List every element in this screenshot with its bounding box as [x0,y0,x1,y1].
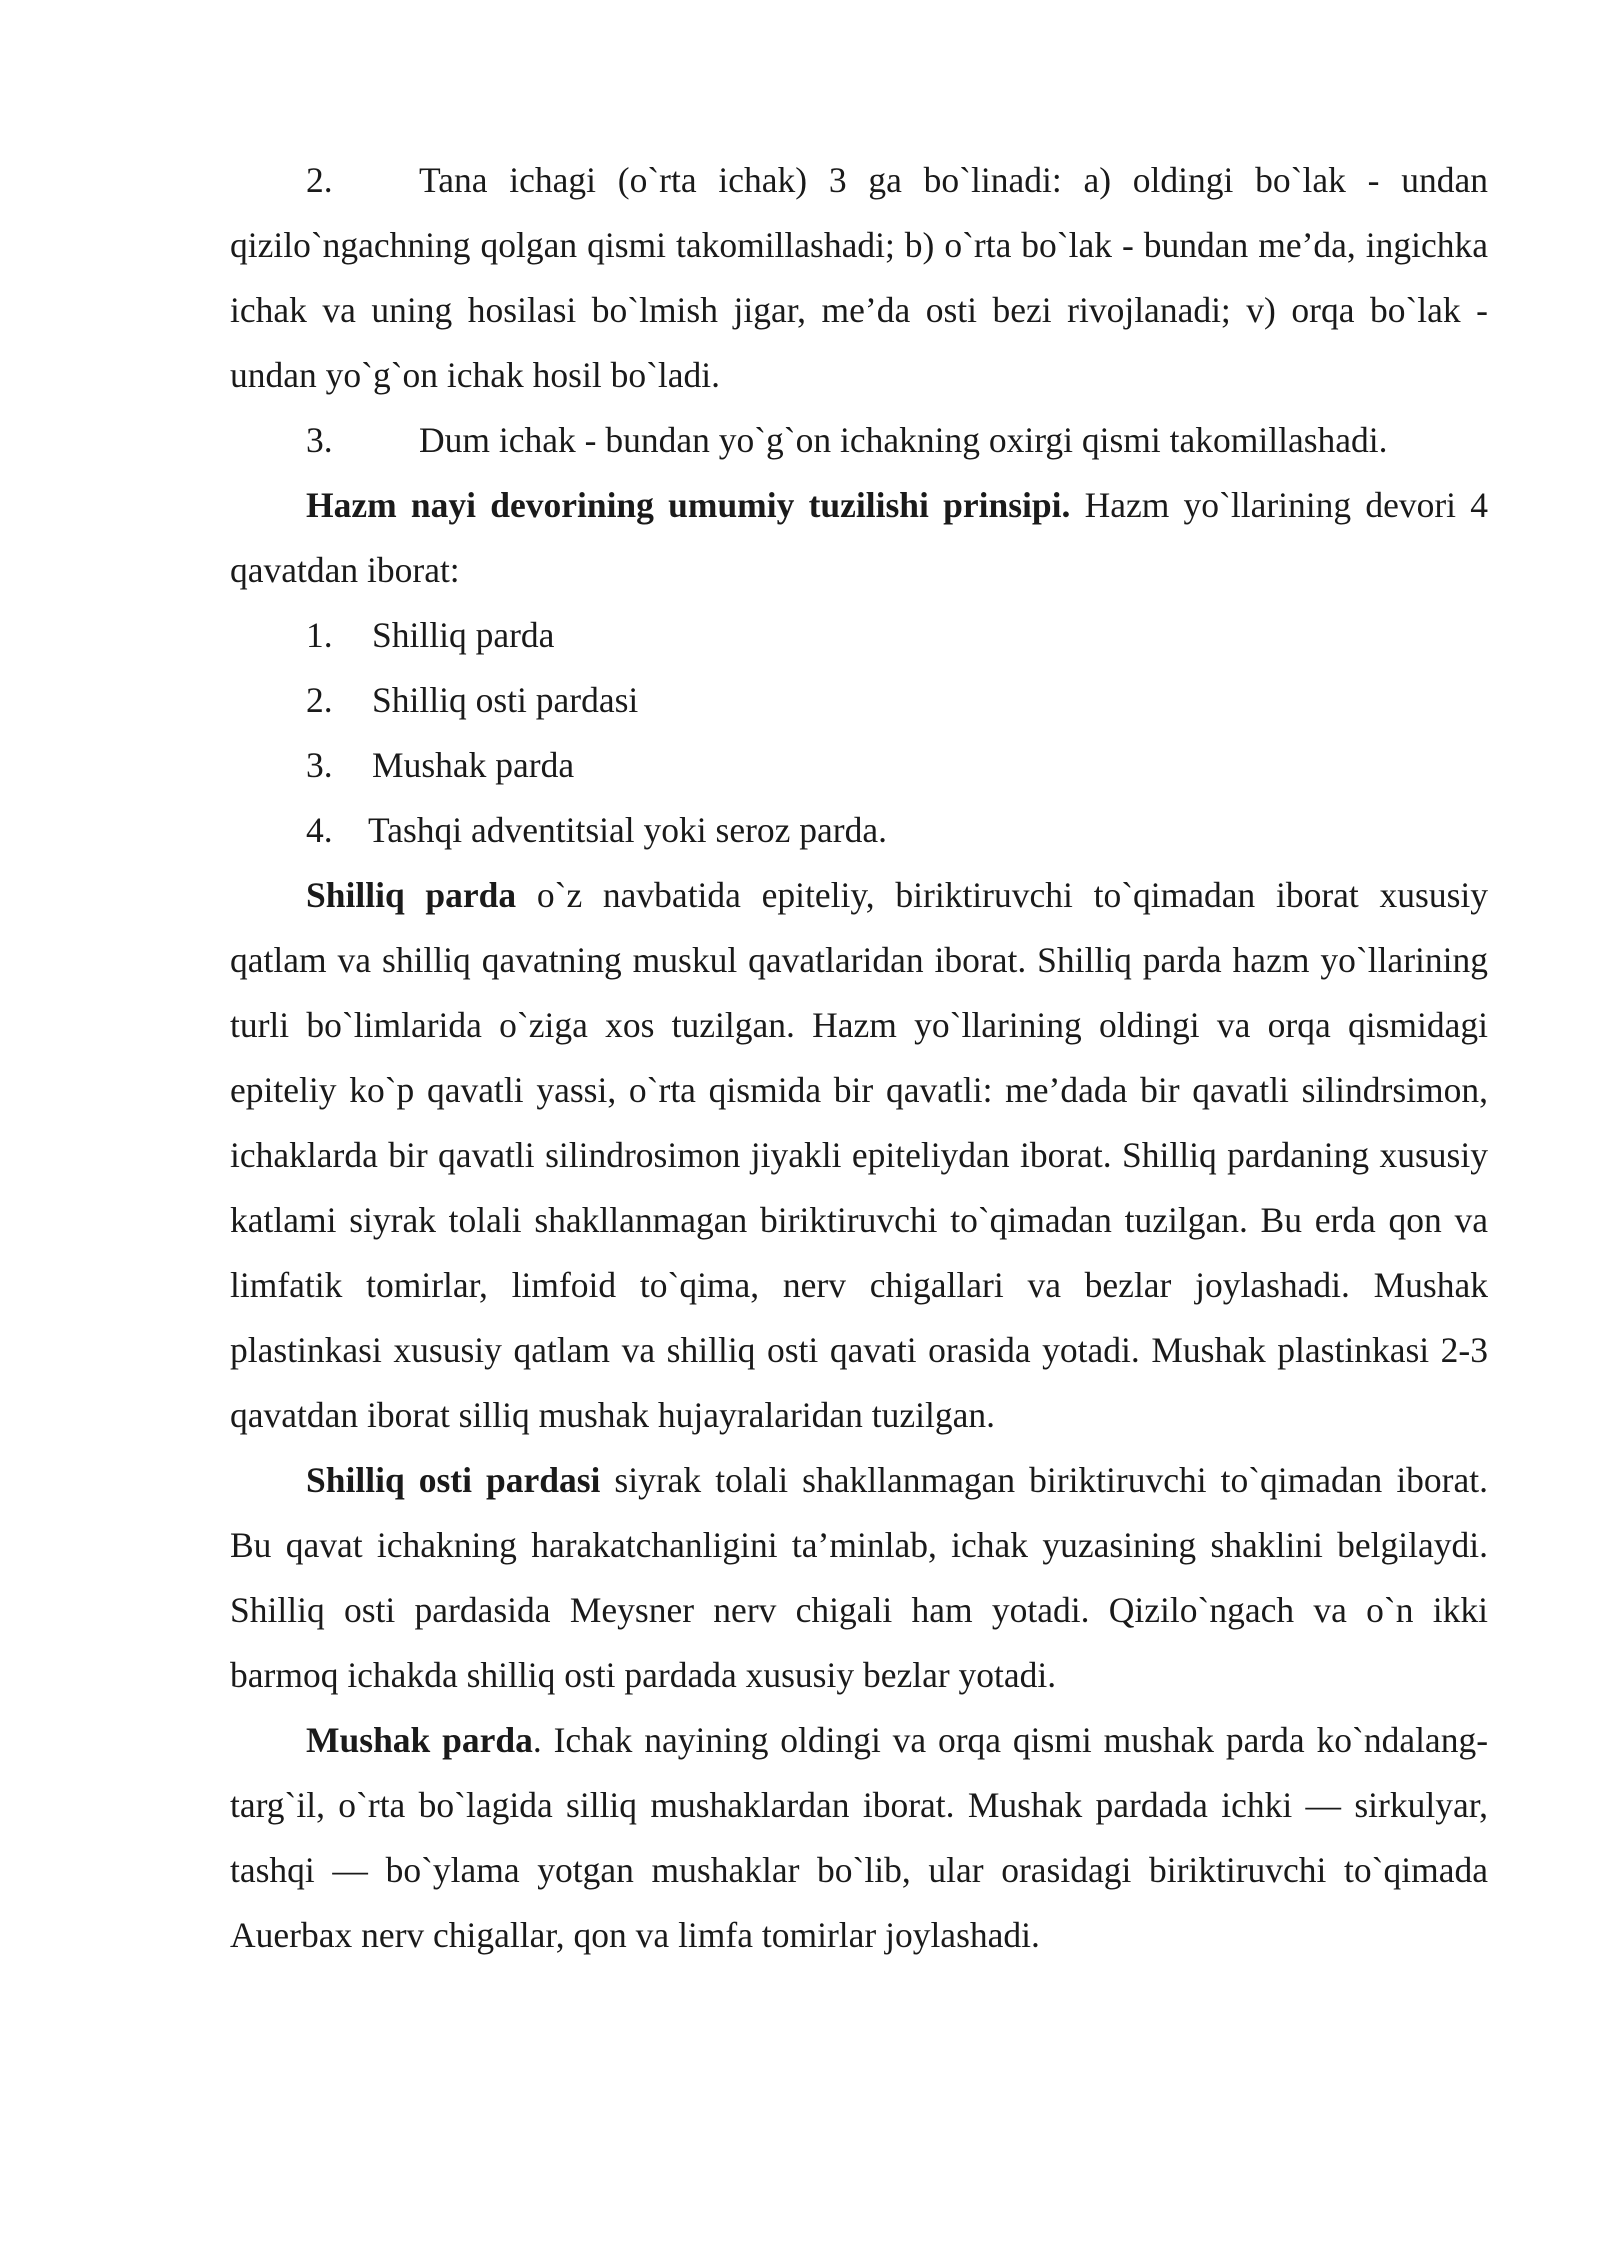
muscularis-paragraph [230,1708,1488,1968]
numbered-paragraph-3 [230,408,1488,473]
item-number: 3. [306,420,333,460]
submucosa-heading: Shilliq osti pardasi [306,1460,601,1500]
muscularis-heading: Mushak parda [306,1720,533,1760]
principle-text: Hazm yo`llarining devori 4 qavatdan iborat: [230,485,1488,590]
list-item-label: Mushak parda [372,745,575,785]
item-number: 2. [306,160,333,200]
list-item-label: Shilliq parda [372,615,555,655]
submucosa-paragraph [230,1448,1488,1708]
list-item-label: Tashqi adventitsial yoki seroz parda. [368,810,888,850]
list-item-number: 1. [306,615,333,655]
list-item [230,603,1488,668]
mucosa-text: o`z navbatida epiteliy, biriktiruvchi to`qimadan iborat xususiy qatlam va shilliq qavatning muskul qavatlaridan iborat. Shilliq parda hazm yo`llarining turli bo`limlarida o`ziga xos tuzilgan. Hazm yo`llarining oldingi va orqa qismidagi epiteliy ko`p qavatli yassi, o`rta qismida bir qavatli: me’dada bir qavatli silindrsimon, ichaklarda bir qavatli silindrosimon jiyakli epiteliydan iborat. Shilliq pardaning xususiy katlami siyrak tolali shakllanmagan biriktiruvchi to`qimadan tuzilgan. Bu erda qon va limfatik tomirlar, limfoid to`qima, nerv chigallari va bezlar joylashadi. Mushak plastinkasi xususiy qatlam va shilliq osti qavati orasida yotadi. Mushak plastinkasi 2-3 qavatdan iborat silliq mushak hujayralaridan tuzilgan. [230,875,1488,1435]
list-item-number: 3. [306,745,333,785]
item-text: Dum ichak - bundan yo`g`on ichakning oxirgi qismi takomillashadi. [419,420,1388,460]
item-text: Tana ichagi (o`rta ichak) 3 ga bo`linadi: a) oldingi bo`lak - undan qizilo`ngachning qolgan qismi takomillashadi; b) o`rta bo`lak - bundan me’da, ingichka ichak va uning hosilasi bo`lmish jigar, me’da osti bezi rivojlanadi; v) orqa bo`lak - undan yo`g`on ichak hosil bo`ladi. [230,160,1488,395]
list-item [230,668,1488,733]
layers-list [230,603,1488,863]
mucosa-paragraph [230,863,1488,1448]
document-page [230,148,1488,1968]
list-item [230,733,1488,798]
list-item-label: Shilliq osti pardasi [372,680,639,720]
list-item-number: 2. [306,680,333,720]
submucosa-text: siyrak tolali shakllanmagan biriktiruvchi to`qimadan iborat. Bu qavat ichakning harakatchanligini ta’minlab, ichak yuzasining shaklini belgilaydi. Shilliq osti pardasida Meysner nerv chigali ham yotadi. Qizilo`ngach va o`n ikki barmoq ichakda shilliq osti pardada xususiy bezlar yotadi. [230,1460,1488,1695]
muscularis-text: . Ichak nayining oldingi va orqa qismi mushak parda ko`ndalang-targ`il, o`rta bo`lagida silliq mushaklardan iborat. Mushak pardada ichki — sirkulyar, tashqi — bo`ylama yotgan mushaklar bo`lib, ular orasidagi biriktiruvchi to`qimada Auerbax nerv chigallar, qon va limfa tomirlar joylashadi. [230,1720,1489,1955]
list-item [230,798,1488,863]
numbered-paragraph-2 [230,148,1488,408]
list-item-number: 4. [306,810,333,850]
principle-paragraph [230,473,1488,603]
mucosa-heading: Shilliq parda [306,875,517,915]
principle-heading: Hazm nayi devorining umumiy tuzilishi prinsipi. [306,485,1071,525]
